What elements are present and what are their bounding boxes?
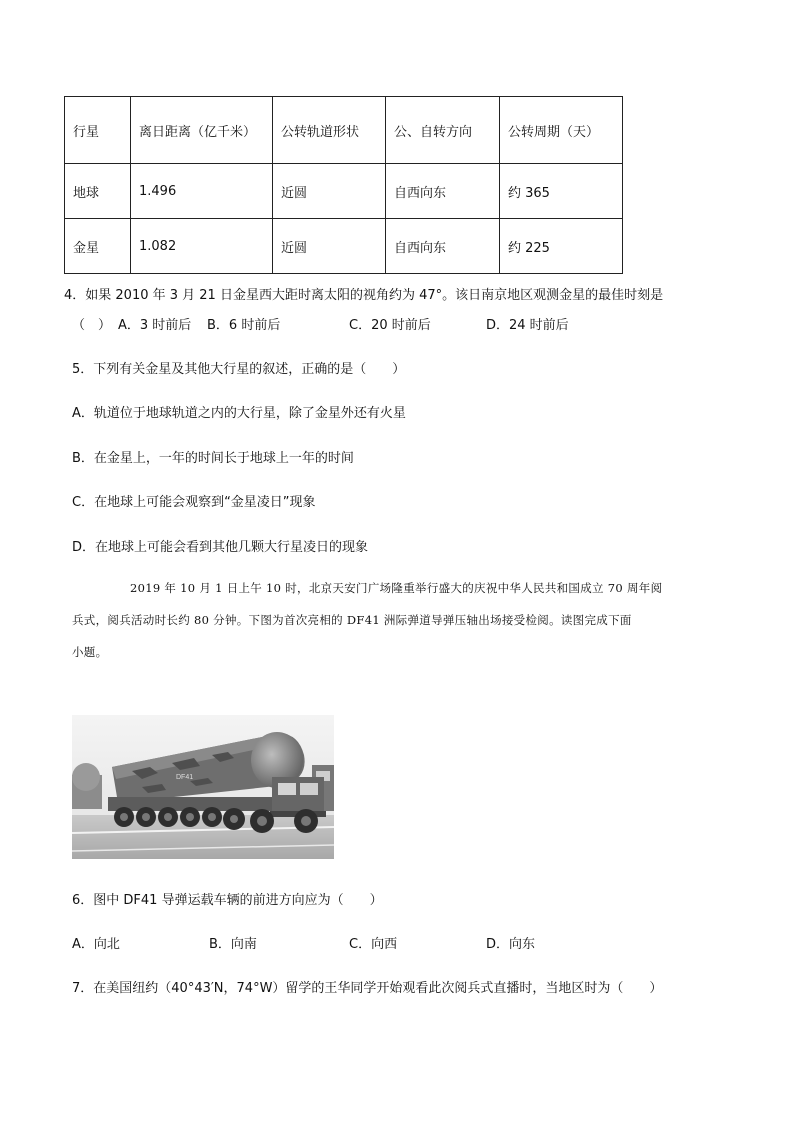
question-6-option-b: B．向南 (209, 937, 257, 952)
question-6-option-d: D．向东 (486, 937, 536, 952)
passage-line: 小题。 (72, 645, 108, 659)
table-cell: 近圆 (273, 219, 386, 274)
question-5-option-a: A．轨道位于地球轨道之内的大行星，除了金星外还有火星 (72, 406, 406, 421)
question-6-option-c: C．向西 (349, 937, 398, 952)
df41-parade-photo (72, 715, 334, 859)
table-cell: 近圆 (273, 164, 386, 219)
table-header-cell: 公、自转方向 (386, 97, 500, 164)
table-cell: 金星 (65, 219, 131, 274)
table-row (65, 164, 623, 219)
question-4-option-a: A．3 时前后 (118, 318, 192, 333)
table-header-cell: 离日距离（亿千米） (131, 97, 273, 164)
passage-line: 2019 年 10 月 1 日上午 10 时，北京天安门广场隆重举行盛大的庆祝中华人民共和国成立 70 周年阅 (130, 581, 663, 595)
df41-vehicle-image (72, 715, 334, 859)
table-header-row (65, 97, 623, 164)
table-header-cell: 公转周期（天） (500, 97, 623, 164)
question-5-option-b: B．在金星上，一年的时间长于地球上一年的时间 (72, 451, 354, 466)
question-6-option-a: A．向北 (72, 937, 120, 952)
question-4-option-d: D．24 时前后 (486, 318, 569, 333)
question-5-option-c: C．在地球上可能会观察到“金星凌日”现象 (72, 495, 316, 510)
passage-line: 兵式，阅兵活动时长约 80 分钟。下图为首次亮相的 DF41 洲际弹道导弹压轴出场接受检阅。读图完成下面 (72, 613, 632, 627)
table-cell: 自西向东 (386, 219, 500, 274)
table-cell: 地球 (65, 164, 131, 219)
vehicle-marking: DF41 (176, 774, 194, 781)
question-4-bracket: （ ） (72, 318, 112, 333)
table-header-cell: 行星 (65, 97, 131, 164)
table-cell: 1.082 (131, 219, 273, 274)
question-7-stem: 7．在美国纽约（40°43′N，74°W）留学的王华同学开始观看此次阅兵式直播时，当地区时为（ ） (72, 981, 663, 996)
table-cell: 约 225 (500, 219, 623, 274)
table-cell: 1.496 (131, 164, 273, 219)
table-header-cell: 公转轨道形状 (273, 97, 386, 164)
planet-table (64, 96, 623, 274)
question-4-stem: 4．如果 2010 年 3 月 21 日金星西大距时离太阳的视角约为 47°。该日南京地区观测金星的最佳时刻是 (64, 288, 664, 303)
table-cell: 约 365 (500, 164, 623, 219)
question-5-option-d: D．在地球上可能会看到其他几颗大行星凌日的现象 (72, 540, 369, 555)
question-6-stem: 6．图中 DF41 导弹运载车辆的前进方向应为（ ） (72, 893, 383, 908)
question-4-option-b: B．6 时前后 (207, 318, 281, 333)
question-4-option-c: C．20 时前后 (349, 318, 431, 333)
table-row (65, 219, 623, 274)
table-cell: 自西向东 (386, 164, 500, 219)
question-5-stem: 5．下列有关金星及其他大行星的叙述，正确的是（ ） (72, 362, 406, 377)
